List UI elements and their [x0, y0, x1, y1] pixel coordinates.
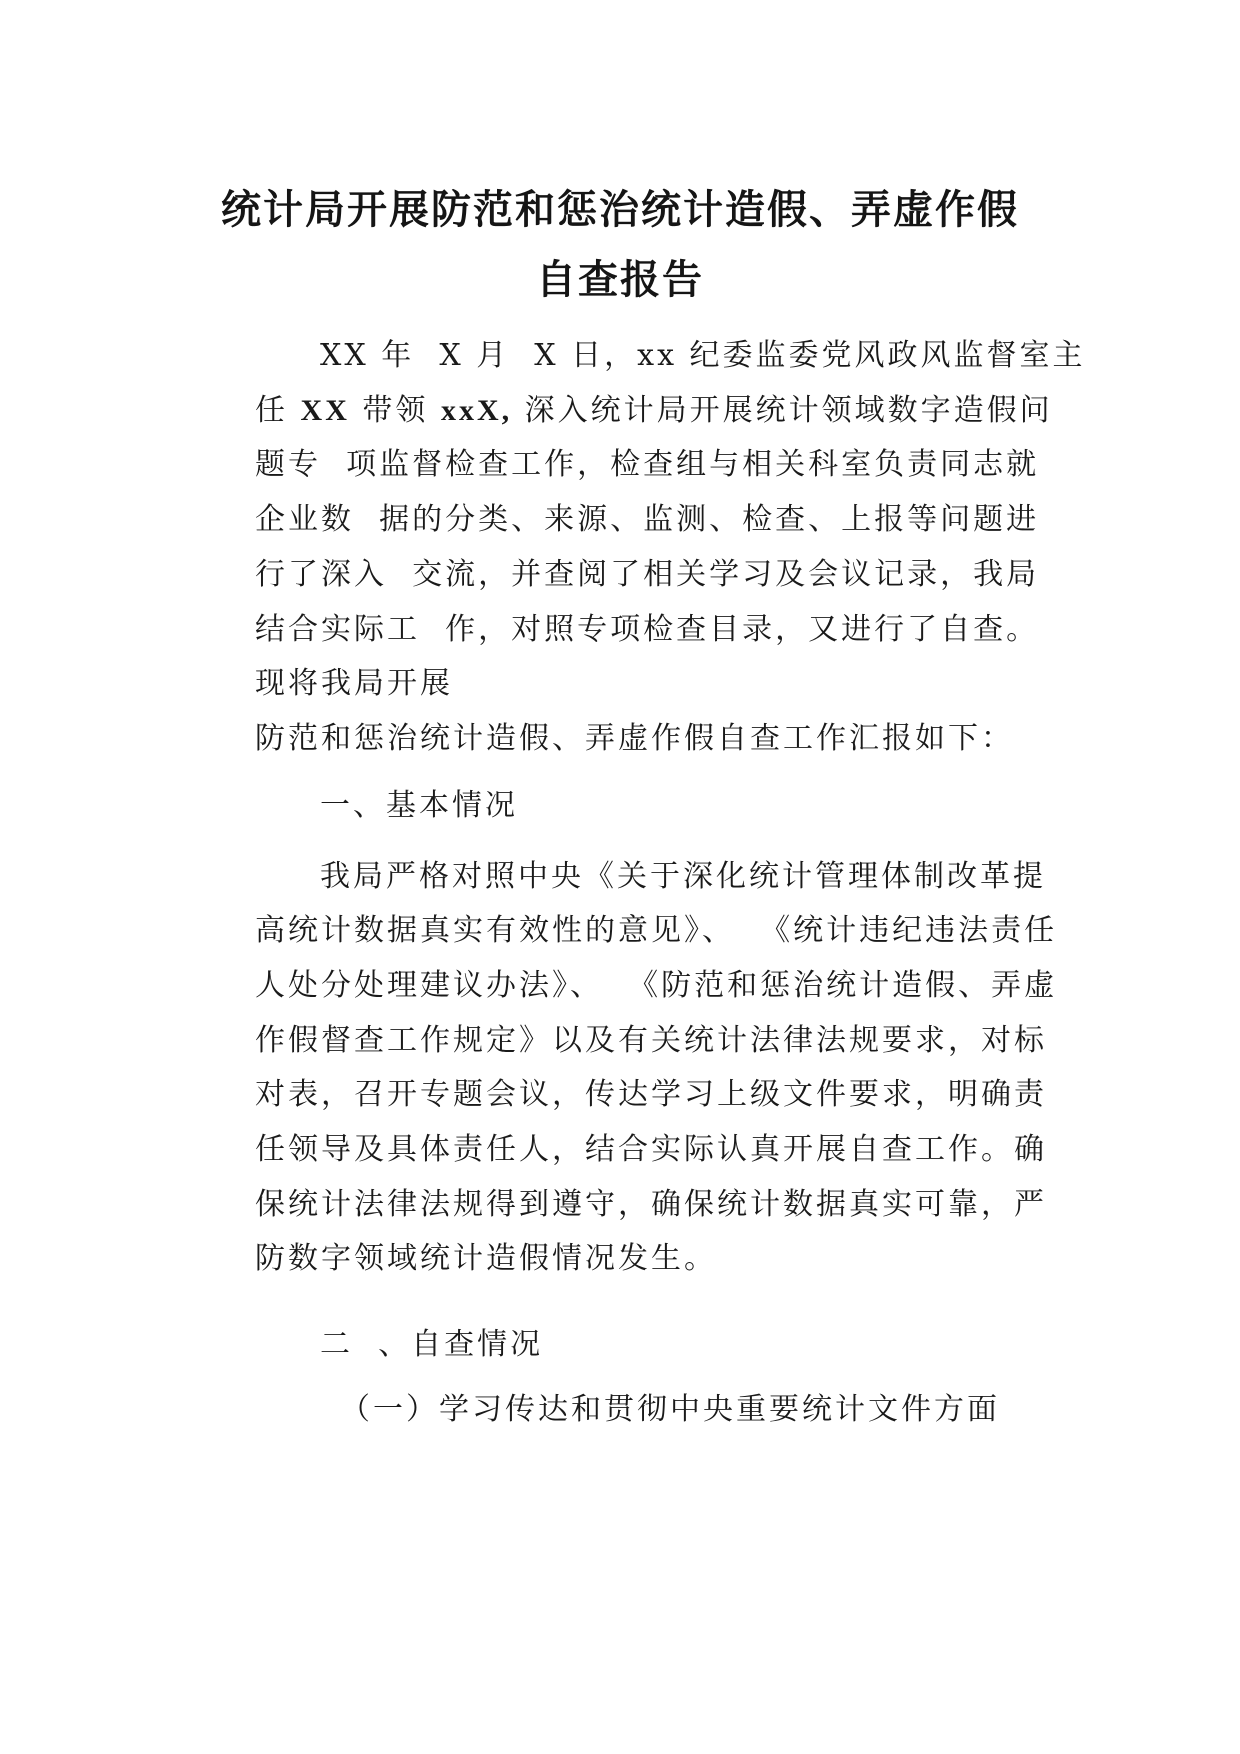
- section-1-line-4: 作假督查工作规定》以及有关统计法律法规要求，对标: [255, 1023, 1047, 1058]
- section-1-line-7: 保统计法律法规得到遵守，确保统计数据真实可靠，严: [255, 1187, 1047, 1222]
- intro-line-1: XX 年 X 月 X 日，xx 纪委监委党风政风监督室主: [320, 338, 1086, 373]
- intro-line-2-part-a: 任: [255, 393, 301, 428]
- intro-line-2: [255, 391, 1053, 431]
- intro-line-6: 结合实际工 作，对照专项检查目录，又进行了自查。: [255, 612, 1040, 647]
- intro-line-4: 企业数 据的分类、来源、监测、检查、上报等问题进: [255, 502, 1040, 537]
- section-1-heading: 一、基本情况: [320, 788, 518, 823]
- section-1-line-6: 任领导及具体责任人，结合实际认真开展自查工作。确: [255, 1132, 1047, 1167]
- intro-line-8: 防范和惩治统计造假、弄虚作假自查工作汇报如下：: [255, 721, 1014, 756]
- intro-line-2-part-e: 深入统计局开展统计领域数字造假问: [512, 393, 1053, 428]
- document-title-line-2: 自查报告: [536, 257, 704, 303]
- section-2-subheading-1: （一）学习传达和贯彻中央重要统计文件方面: [340, 1392, 1000, 1427]
- section-1-line-2: 高统计数据真实有效性的意见》、 《统计违纪违法责任: [255, 913, 1058, 948]
- intro-line-7: 现将我局开展: [255, 666, 453, 701]
- intro-line-2-part-c: 带领: [349, 393, 441, 428]
- section-1-line-8: 防数字领域统计造假情况发生。: [255, 1241, 717, 1276]
- section-1-line-1: 我局严格对照中央《关于深化统计管理体制改革提: [320, 859, 1046, 894]
- intro-line-5: 行了深入 交流，并查阅了相关学习及会议记录，我局: [255, 557, 1040, 592]
- section-1-line-5: 对表，召开专题会议，传达学习上级文件要求，明确责: [255, 1077, 1047, 1112]
- document-title-line-1: 统计局开展防范和惩治统计造假、弄虚作假: [221, 187, 1019, 233]
- section-2-heading: 二 、自查情况: [320, 1327, 544, 1362]
- section-1-line-3: 人处分处理建议办法》、 《防范和惩治统计造假、弄虚: [255, 968, 1058, 1003]
- intro-name-bold: XX: [300, 394, 350, 427]
- intro-name-bold-2: xxX,: [440, 394, 513, 427]
- intro-line-3: 题专 项监督检查工作，检查组与相关科室负责同志就: [255, 447, 1040, 482]
